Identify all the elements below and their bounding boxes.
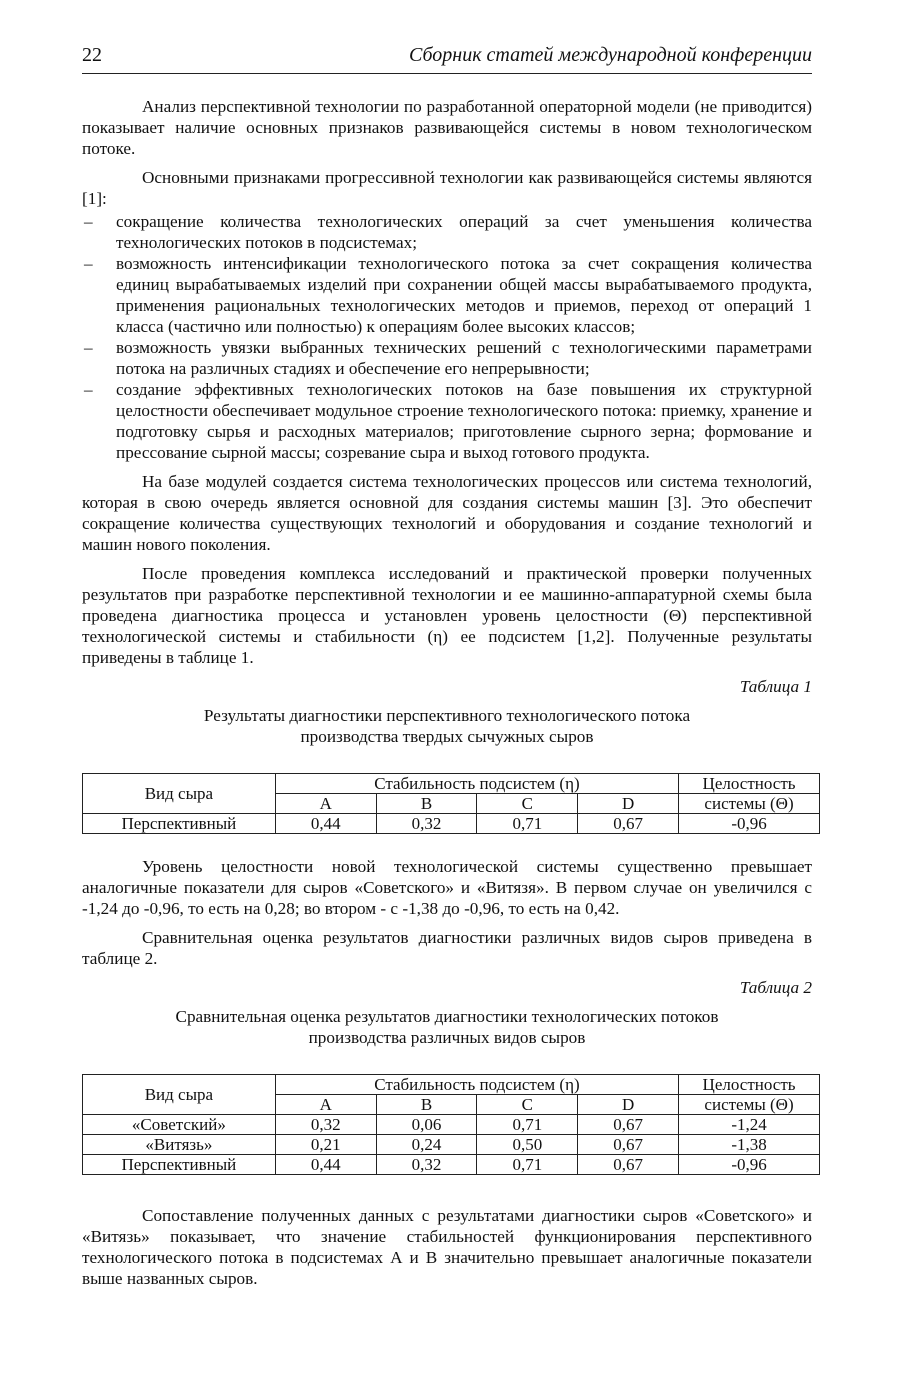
table-cell: Перспективный — [83, 814, 276, 834]
table-cell: -0,96 — [679, 1155, 820, 1175]
document-page — [82, 44, 812, 1297]
journal-title: Сборник статей международной конференции — [409, 44, 812, 66]
paragraph: Сравнительная оценка результатов диагностики различных видов сыров приведена в таблице 2. — [82, 928, 812, 968]
paragraph: Сопоставление полученных данных с результатами диагностики сыров «Советского» и «Витязь» показывает, что значение стабильностей функционирования перспективного технологического потока в подсистемах А и В значительно превышает аналогичные показатели выше названных сыров. — [82, 1206, 812, 1288]
table-cell: 0,67 — [578, 1115, 679, 1135]
table-row — [83, 1115, 820, 1135]
list-dash: – — [84, 380, 93, 399]
table-cell: «Витязь» — [83, 1135, 276, 1155]
table-row — [83, 814, 820, 834]
list-item — [82, 337, 812, 379]
table-cell: 0,50 — [477, 1135, 578, 1155]
table-cell: «Советский» — [83, 1115, 276, 1135]
table-cell: 0,71 — [477, 1155, 578, 1175]
list-dash: – — [84, 212, 93, 231]
paragraph: Уровень целостности новой технологической системы существенно превышает аналогичные показатели для сыров «Советского» и «Витязя». В первом случае он увеличился с -1,24 до -0,96, то есть на 0,28; во втором - с -1,38 до -0,96, то есть на 0,42. — [82, 857, 812, 918]
table-cell: 0,67 — [578, 1135, 679, 1155]
table1-subheader-b: В — [376, 794, 477, 814]
table-cell: 0,32 — [376, 1155, 477, 1175]
table-cell: 0,44 — [275, 1155, 376, 1175]
table-cell: 0,71 — [477, 1115, 578, 1135]
list-item-text: создание эффективных технологических потоков на базе повышения их структурной целостности обеспечивает модульное строение технологического потока: приемку, хранение и подготовку сырья и расходных материалов; приготовление сырного зерна; формование и прессование сырной массы; созревание сыра и выход готового продукта. — [116, 380, 812, 462]
table-cell: 0,67 — [578, 814, 679, 834]
table1-label: Таблица 1 — [739, 677, 812, 696]
paragraph: На базе модулей создается система технологических процессов или система технологий, которая в свою очередь является основной для создания системы машин [3]. Это обеспечит сокращение количества существующих технологий и оборудования и создание технологий и машин нового поколения. — [82, 472, 812, 554]
table-cell: -0,96 — [679, 814, 820, 834]
table1-caption — [82, 705, 812, 747]
table1-header-type: Вид сыра — [83, 774, 276, 814]
list-item — [82, 211, 812, 253]
list-item-text: сокращение количества технологических операций за счет уменьшения количества технологических потоков в подсистемах; — [116, 212, 812, 252]
page-number: 22 — [82, 44, 102, 66]
paragraph: После проведения комплекса исследований и практической проверки полученных результатов при разработке перспективной технологии и ее машинно-аппаратурной схемы была проведена диагностика процесса и установлен уровень целостности (Θ) перспективной технологической системы и стабильности (η) ее подсистем [1,2]. Полученные результаты приведены в таблице 1. — [82, 564, 812, 667]
table-cell: 0,67 — [578, 1155, 679, 1175]
table2-caption — [82, 1006, 812, 1048]
table2-subheader-b: В — [376, 1095, 477, 1115]
table-cell: 0,21 — [275, 1135, 376, 1155]
table-row — [83, 1135, 820, 1155]
feature-list — [82, 211, 812, 463]
table2-subheader-a: А — [275, 1095, 376, 1115]
list-dash: – — [84, 254, 93, 273]
list-item-text: возможность увязки выбранных технических решений с технологическими параметрами потока на различных стадиях и обеспечение его непрерывности; — [116, 338, 812, 378]
table2-label: Таблица 2 — [739, 978, 812, 997]
table1-subheader-c: С — [477, 794, 578, 814]
table1-caption-line: производства твердых сычужных сыров — [300, 727, 594, 746]
table-cell: 0,06 — [376, 1115, 477, 1135]
table2-caption-line: производства различных видов сыров — [308, 1028, 586, 1047]
table2-header-integrity-unit: системы (Θ) — [679, 1095, 820, 1115]
list-item — [82, 253, 812, 337]
table1-header-integrity: Целостность — [679, 774, 820, 794]
table-cell: 0,32 — [275, 1115, 376, 1135]
table-cell: Перспективный — [83, 1155, 276, 1175]
table2-header-type: Вид сыра — [83, 1075, 276, 1115]
table2 — [82, 1074, 820, 1175]
table-cell: 0,44 — [275, 814, 376, 834]
table-cell: -1,38 — [679, 1135, 820, 1155]
table1-caption-line: Результаты диагностики перспективного технологического потока — [203, 706, 691, 725]
page-header — [82, 44, 812, 74]
table2-subheader-d: D — [578, 1095, 679, 1115]
list-item — [82, 379, 812, 463]
table2-caption-line: Сравнительная оценка результатов диагностики технологических потоков — [175, 1007, 719, 1026]
table-cell: 0,24 — [376, 1135, 477, 1155]
paragraph: Основными признаками прогрессивной технологии как развивающейся системы являются [1]: — [82, 168, 812, 208]
list-item-text: возможность интенсификации технологического потока за счет сокращения количества единиц вырабатываемых изделий при сохранении общей массы вырабатываемого продукта, применения рациональных технологических методов и приемов, переход от операций 1 класса (частично или полностью) к операциям более высоких классов; — [116, 254, 812, 336]
list-dash: – — [84, 338, 93, 357]
table1-header-integrity-unit: системы (Θ) — [679, 794, 820, 814]
table2-header-stability: Стабильность подсистем (η) — [275, 1075, 678, 1095]
table-row — [83, 1155, 820, 1175]
table2-subheader-c: С — [477, 1095, 578, 1115]
paragraph: Анализ перспективной технологии по разработанной операторной модели (не приводится) показывает наличие основных признаков развивающейся системы в новом технологическом потоке. — [82, 97, 812, 158]
table1-subheader-a: А — [275, 794, 376, 814]
table2-header-integrity: Целостность — [679, 1075, 820, 1095]
table1 — [82, 773, 820, 834]
table1-subheader-d: D — [578, 794, 679, 814]
table-cell: 0,71 — [477, 814, 578, 834]
table-cell: 0,32 — [376, 814, 477, 834]
table1-header-stability: Стабильность подсистем (η) — [275, 774, 678, 794]
table-cell: -1,24 — [679, 1115, 820, 1135]
